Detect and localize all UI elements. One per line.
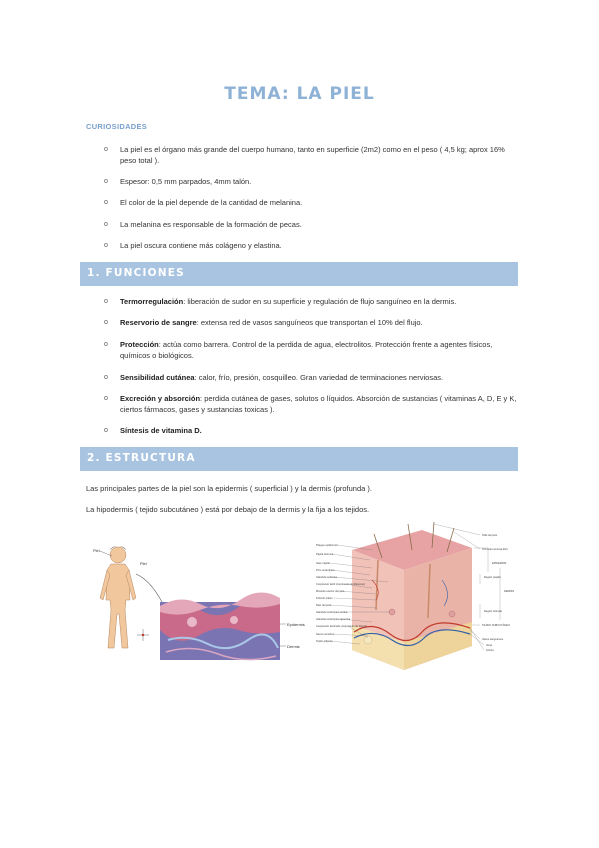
function-description: : perdida cutánea de gases, solutos o líquidos. Absorción de sustancias ( vitaminas A, D, E y K, ciertos fármacos, gases y sustancias toxicas ). (120, 394, 517, 414)
diagram-label: Papila dérmica (316, 553, 334, 556)
bullet-marker: o (104, 374, 108, 381)
function-term: Termorregulación (120, 297, 184, 306)
diagram-label: Región reticular (484, 610, 503, 613)
skin-histology-figure (88, 540, 308, 665)
figure-label: Piel (93, 548, 100, 553)
diagram-label: Corpúsculo laminado (corpúsculo de Pacini) (316, 625, 367, 628)
diagram-label: Arteria (486, 649, 494, 652)
diagram-label: Raíz del pelo (316, 604, 332, 607)
diagram-label: DERMIS (504, 590, 515, 593)
curiosidad-text: La piel oscura contiene más colágeno y elastina. (120, 241, 282, 250)
function-description: : actúa como barrera. Control de la perdida de agua, electrolitos. Protección frente a agentes físicos, químicos o biológicos. (120, 340, 493, 360)
section-header-funciones (80, 262, 518, 286)
bullet-marker: o (104, 298, 108, 305)
diagram-label: Región papilar (484, 576, 501, 579)
curiosidad-text: La piel es el órgano más grande del cuerpo humano, tanto en superficie (2m2) como en el peso ( 4,5 kg; aprox 16% peso total ). (120, 145, 505, 165)
epidermis-dermis-slice (160, 592, 280, 660)
bullet-marker: o (104, 199, 108, 206)
function-description: : calor, frío, presión, cosquilleo. Gran variedad de terminaciones nerviosas. (194, 373, 444, 382)
diagram-label: Corpúsculo táctil (corpúsculo de Meissner) (316, 583, 366, 586)
function-description: : liberación de sudor en su superficie y regulación de flujo sanguíneo en la dermis. (183, 297, 457, 306)
bullet-marker: o (104, 427, 108, 434)
diagram-label: Folículo piloso (316, 597, 333, 600)
curiosidad-text: El color de la piel depende de la cantidad de melanina. (120, 198, 303, 207)
diagram-label: Glándula sebácea (316, 576, 337, 579)
bullet-marker: o (104, 242, 108, 249)
paragraph: La hipodermis ( tejido subcutáneo ) está por debajo de la dermis y la fija a los tejidos. (86, 505, 370, 514)
bullet-marker: o (104, 221, 108, 228)
diagram-label: TEJIDO SUBCUTÁNEO (482, 624, 510, 627)
function-term: Síntesis de vitamina D. (120, 426, 202, 435)
bullet-marker: o (104, 178, 108, 185)
function-term: Excreción y absorción (120, 394, 201, 403)
bullet-marker: o (104, 319, 108, 326)
paragraph: Las principales partes de la piel son la epidermis ( superficial ) y la dermis (profunda ). (86, 484, 372, 493)
diagram-label: Terminal nerviosa libre (482, 548, 508, 551)
function-term: Reservorio de sangre (120, 318, 197, 327)
diagram-label: Vaso capilar (316, 562, 331, 565)
diagram-label: Tallo del pelo (482, 534, 498, 537)
section-header-estructura (80, 447, 518, 471)
diagram-label: Glándula sudorípara ecrina (316, 611, 348, 614)
section-title: 1. FUNCIONES (87, 267, 185, 279)
bullet-marker: o (104, 146, 108, 153)
function-description: : extensa red de vasos sanguíneos que transportan el 10% del flujo. (196, 318, 423, 327)
diagram-label: Poro sudoríparo (316, 569, 335, 572)
function-term: Sensibilidad cutánea (120, 373, 195, 382)
diagram-label: Vena (486, 644, 492, 647)
diagram-label: Glándula sudorípara apocrina (316, 618, 351, 621)
figure-label: Dermis (287, 644, 300, 649)
curiosidad-text: La melanina es responsable de la formación de pecas. (120, 220, 302, 229)
diagram-label: Tejido adiposo (316, 640, 333, 643)
skin-block-illustration (352, 522, 472, 670)
page-title: TEMA: LA PIEL (224, 84, 375, 104)
diagram-label: Nervio sensitivo (316, 633, 335, 636)
figure-label: Epidermis (287, 622, 305, 627)
diagram-label: Músculo erector del pelo (316, 590, 345, 593)
bullet-marker: o (104, 395, 108, 402)
bullet-marker: o (104, 341, 108, 348)
diagram-label: Pliegue epidérmico (316, 544, 339, 547)
diagram-label: EPIDERMIS (492, 562, 507, 565)
diagram-label: Vasos sanguíneos (482, 638, 504, 641)
function-term: Protección (120, 340, 159, 349)
human-body-illustration (100, 546, 136, 648)
figure-label: Piel (140, 561, 147, 566)
skin-structure-diagram (312, 520, 522, 680)
section-title: 2. ESTRUCTURA (87, 452, 196, 464)
curiosidades-heading: CURIOSIDADES (86, 122, 148, 131)
curiosidad-text: Espesor: 0,5 mm parpados, 4mm talón. (120, 177, 252, 186)
